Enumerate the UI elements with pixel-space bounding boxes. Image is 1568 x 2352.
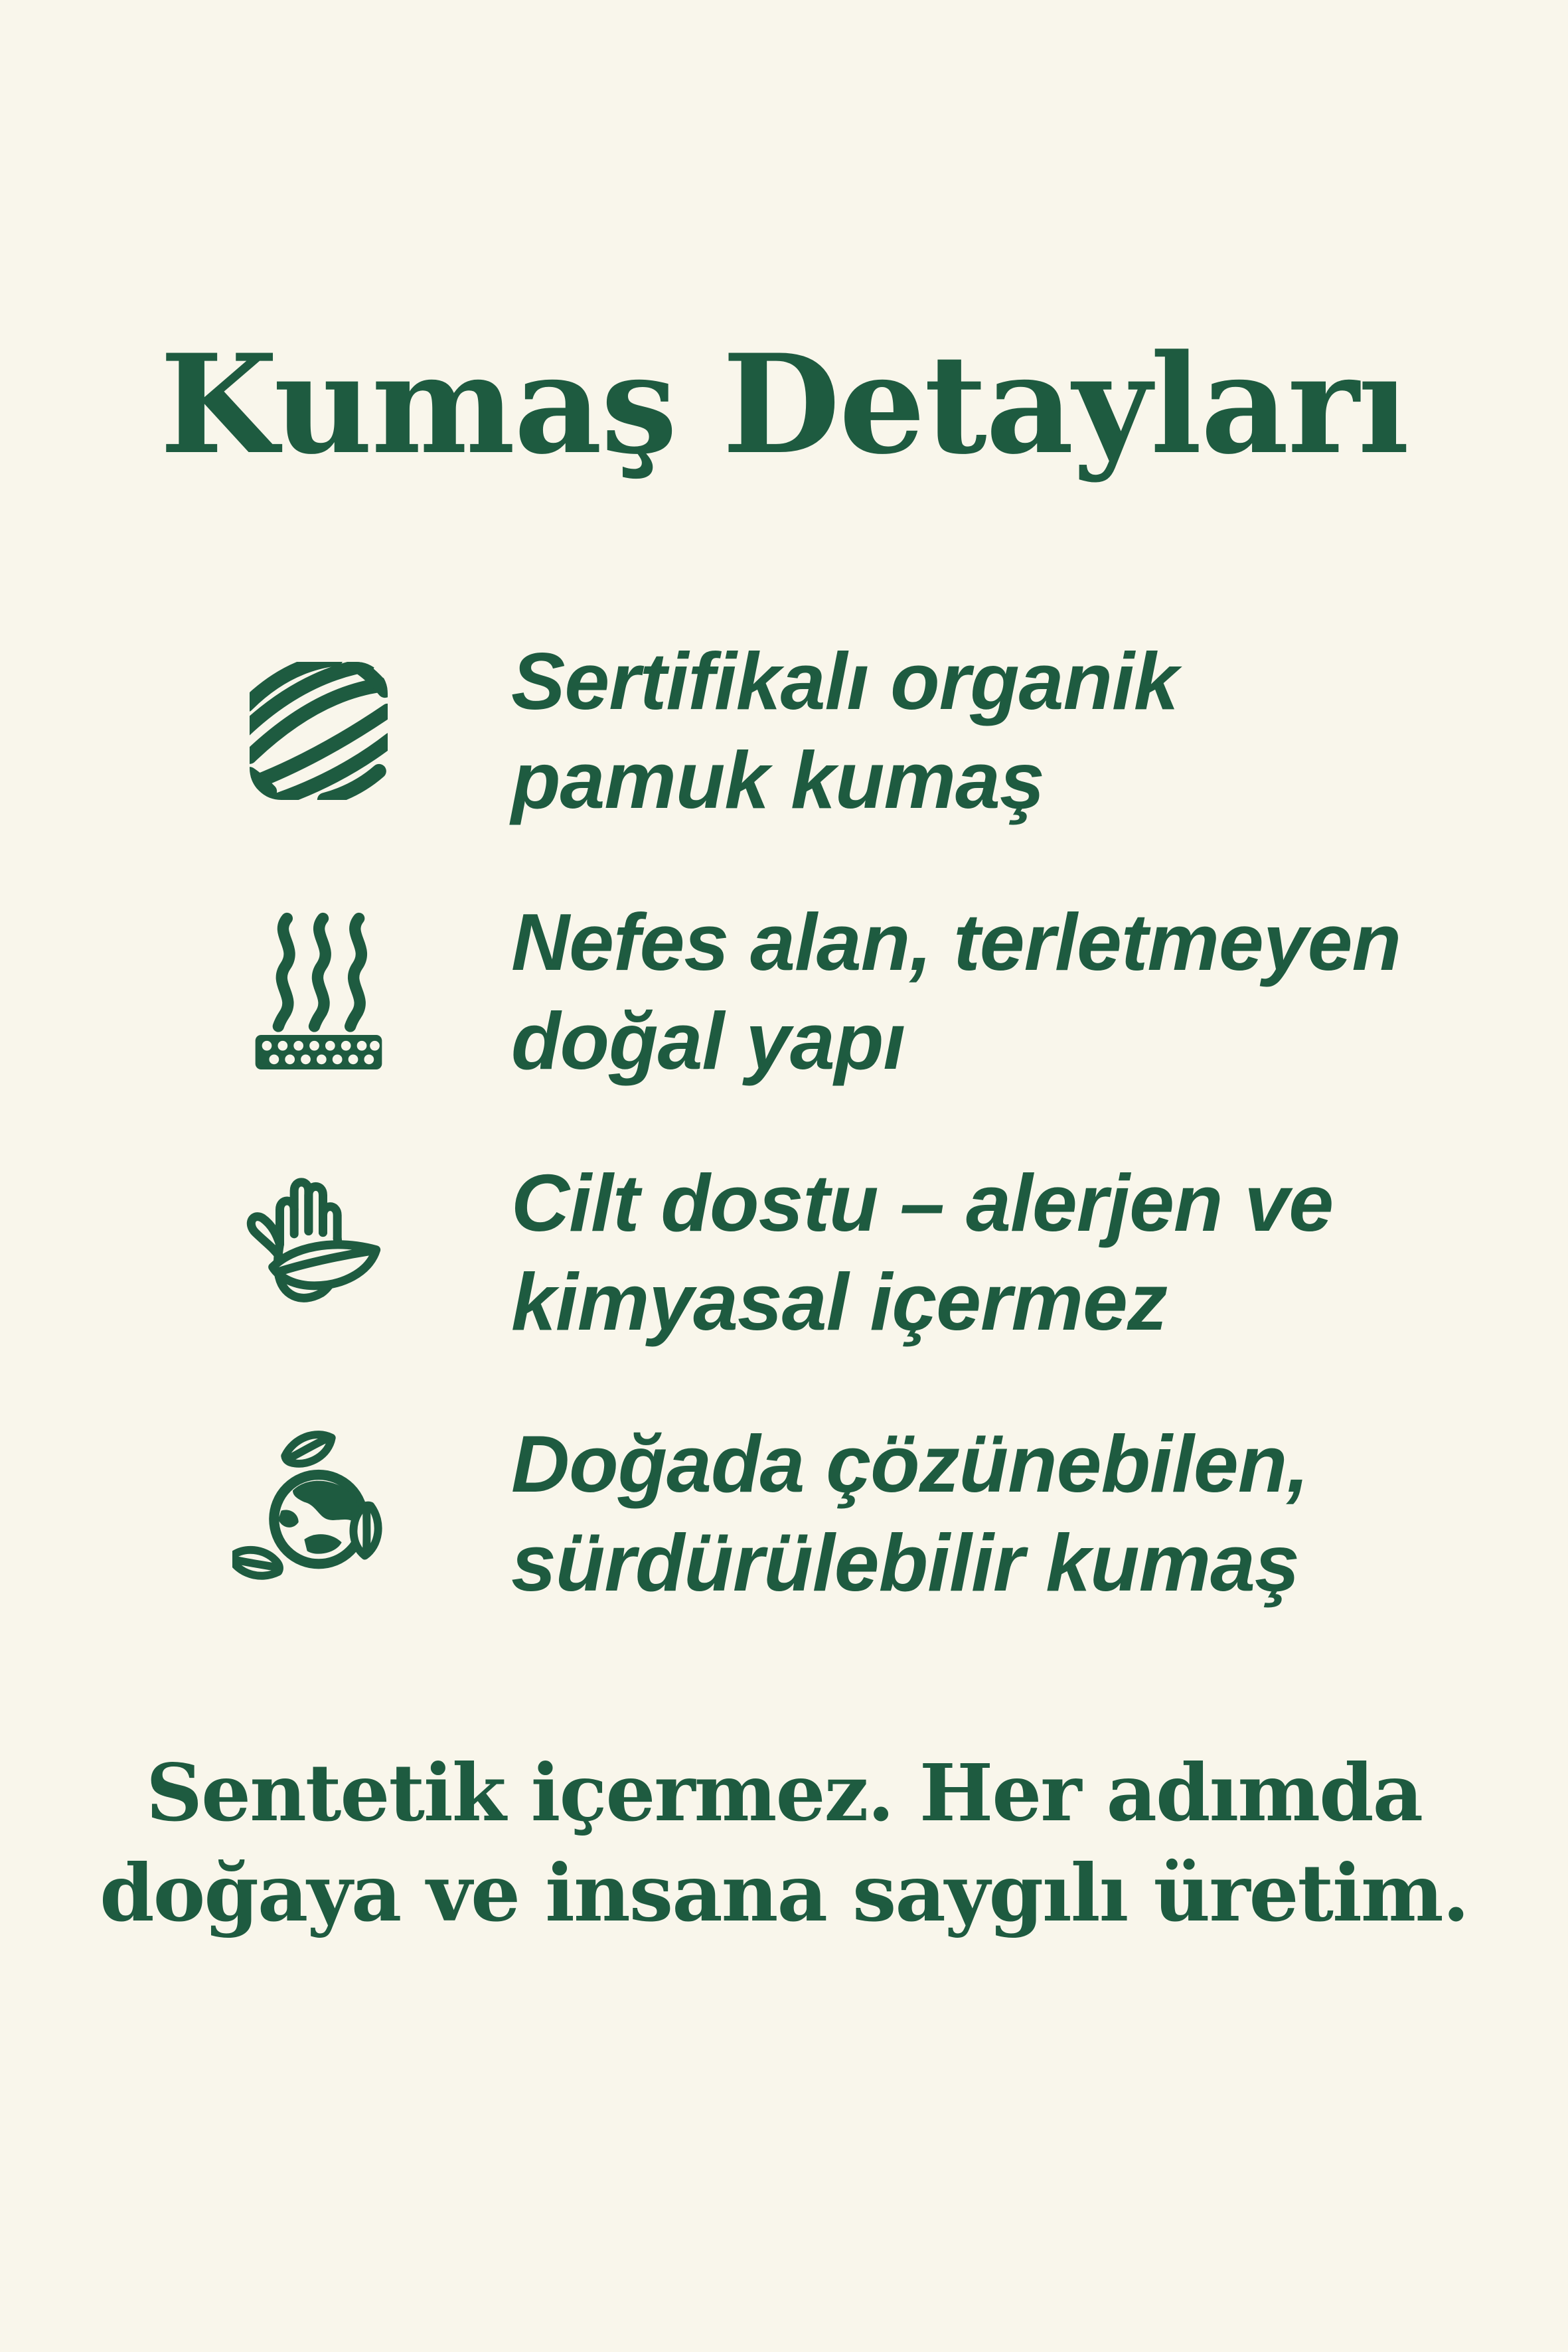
footer-line: Sentetik içermez. Her adımda [145, 1747, 1423, 1839]
feature-row-biodegradable [232, 1415, 1488, 1612]
feature-list [232, 632, 1488, 1612]
yarn-ball-icon [232, 645, 405, 817]
hand-with-leaf-icon [232, 1166, 405, 1339]
feature-text [511, 1154, 1333, 1352]
page-title: Kumaş Detayları [159, 325, 1409, 485]
breathable-fabric-icon [232, 905, 405, 1078]
footer-line: doğaya ve insana saygılı üretim. [100, 1847, 1468, 1940]
feature-text [511, 893, 1401, 1091]
feature-text-line: Cilt dostu – alerjen ve [511, 1158, 1334, 1249]
feature-text-line: Sertifikalı organik [511, 636, 1178, 727]
feature-row-organic-cotton [232, 632, 1488, 830]
feature-text-line: Doğada çözünebilen, [511, 1419, 1309, 1510]
feature-row-breathable [232, 893, 1488, 1091]
feature-text-line: kimyasal içermez [511, 1257, 1167, 1347]
feature-text [511, 1415, 1308, 1612]
feature-text-line: Nefes alan, terletmeyen [511, 897, 1401, 988]
feature-row-skin-friendly [232, 1154, 1488, 1352]
feature-text-line: pamuk kumaş [511, 735, 1044, 825]
footer-note [0, 1743, 1568, 1943]
feature-text [511, 632, 1178, 830]
feature-text-line: doğal yapı [511, 996, 905, 1086]
biodegradable-earth-icon [232, 1427, 405, 1600]
feature-text-line: sürdürülebilir kumaş [511, 1518, 1299, 1608]
